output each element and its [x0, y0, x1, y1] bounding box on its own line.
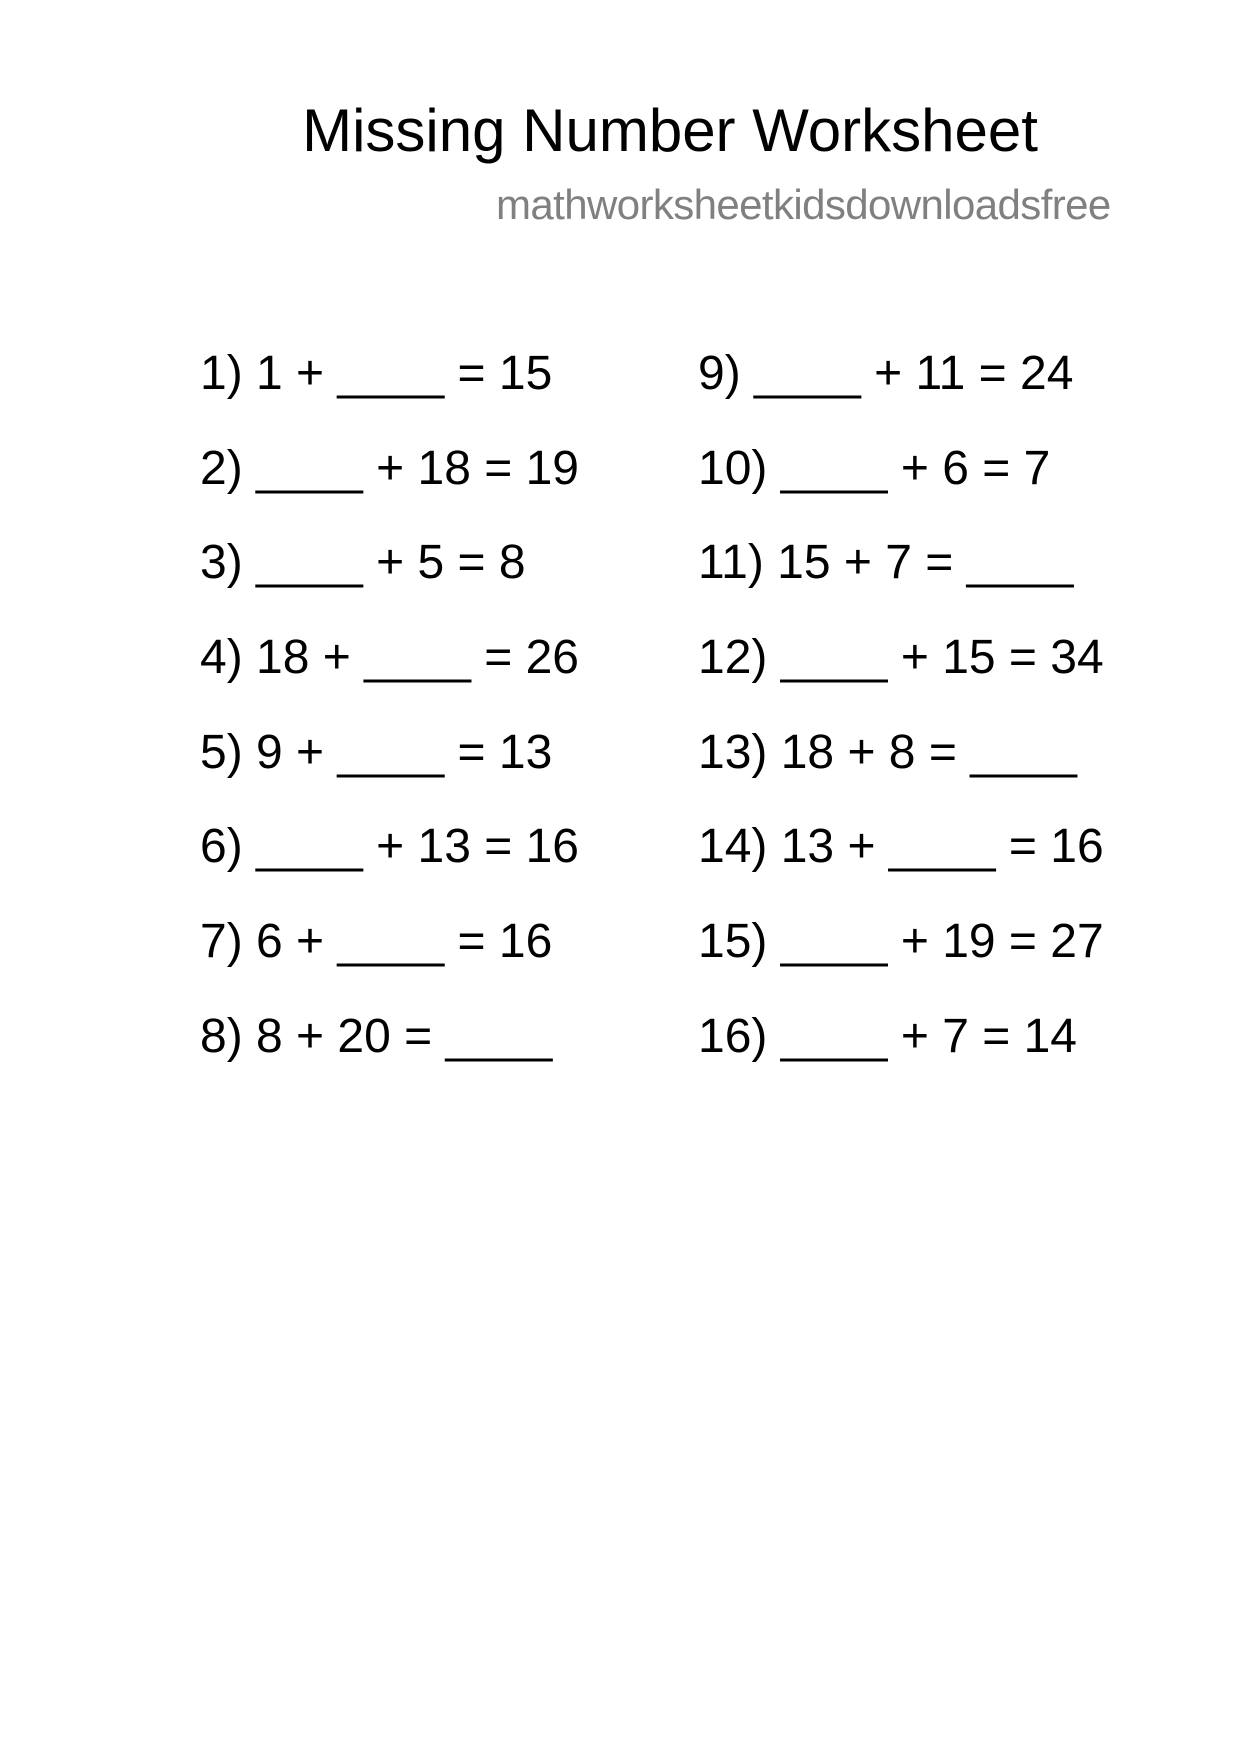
problem-2: 2) ____ + 18 = 19 [200, 441, 579, 495]
problem-15: 15) ____ + 19 = 27 [698, 915, 1104, 969]
problem-7: 7) 6 + ____ = 16 [200, 915, 553, 969]
problem-4: 4) 18 + ____ = 26 [200, 631, 579, 685]
problem-3: 3) ____ + 5 = 8 [200, 536, 526, 590]
problem-1: 1) 1 + ____ = 15 [200, 347, 553, 400]
problem-12: 12) ____ + 15 = 34 [698, 631, 1104, 685]
problem-column-right [698, 344, 1104, 1102]
problem-10: 10) ____ + 6 = 7 [698, 441, 1051, 495]
problem-13: 13) 18 + 8 = ____ [698, 725, 1077, 779]
problem-6: 6) ____ + 13 = 16 [200, 820, 579, 874]
problem-11: 11) 15 + 7 = ____ [698, 536, 1074, 590]
problem-14: 14) 13 + ____ = 16 [698, 820, 1104, 874]
problem-5: 5) 9 + ____ = 13 [200, 725, 553, 779]
problem-16: 16) ____ + 7 = 14 [698, 1009, 1077, 1063]
problem-column-left [200, 344, 579, 1102]
source-watermark: mathworksheetkidsdownloadsfree [496, 181, 1111, 228]
problem-8: 8) 8 + 20 = ____ [200, 1009, 553, 1063]
worksheet-title: Missing Number Worksheet [302, 97, 1038, 164]
problem-9: 9) ____ + 11 = 24 [698, 347, 1074, 400]
